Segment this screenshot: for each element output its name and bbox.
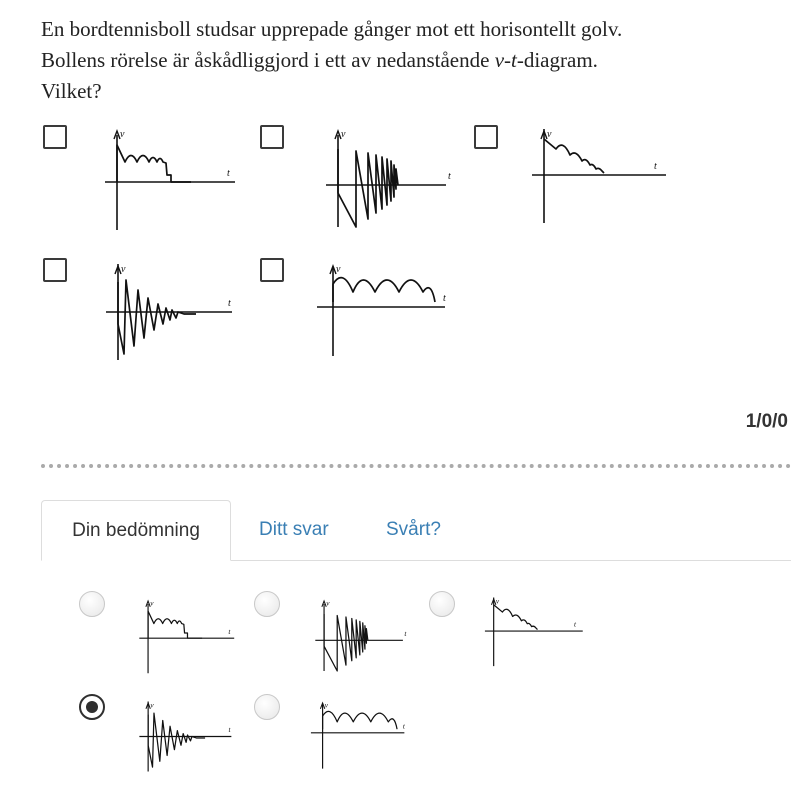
t-axis-label: t — [448, 171, 451, 182]
question-line-2-start: Bollens rörelse är åskådliggjord i ett av nedanstående — [41, 48, 495, 72]
t-axis-label: t — [402, 721, 405, 731]
velocity-curve — [323, 711, 397, 729]
option-1-graph — [95, 127, 240, 232]
vt-axes — [315, 604, 403, 671]
question-dash: - — [504, 48, 512, 72]
answer-option-1-vt-diagram-svg — [132, 598, 277, 703]
answer-option-4-vt-diagram-svg — [135, 700, 280, 805]
question-line-2 — [41, 45, 761, 76]
option-2-checkbox[interactable] — [260, 125, 284, 149]
velocity-curve — [148, 611, 202, 638]
vt-sketch — [315, 598, 407, 671]
vt-sketch — [311, 700, 406, 768]
vt-axes — [311, 704, 404, 768]
option-4-checkbox[interactable] — [43, 258, 67, 282]
t-axis-label: t — [654, 161, 657, 172]
answer-option-5-vt-diagram-svg — [308, 700, 453, 805]
option-1-checkbox[interactable] — [43, 125, 67, 149]
v-axis-label: v — [150, 700, 154, 710]
option-2-graph — [316, 127, 461, 232]
question-v-symbol: v — [494, 48, 505, 72]
answer-option-1-graph — [132, 598, 277, 703]
t-axis-label: t — [228, 626, 231, 636]
answer-option-4-graph — [135, 700, 280, 805]
velocity-curve — [494, 605, 538, 630]
v-axis-label: v — [341, 129, 346, 140]
vt-sketch — [317, 264, 446, 356]
velocity-curve — [338, 149, 398, 227]
vt-axes — [317, 268, 445, 356]
t-axis-label: t — [227, 168, 230, 179]
v-axis-label: v — [150, 598, 154, 608]
tab-svart[interactable]: Svårt? — [386, 519, 441, 540]
vt-sketch — [139, 700, 231, 771]
answer-option-5-graph — [308, 700, 453, 805]
vt-axes — [326, 135, 446, 227]
v-axis-label: v — [326, 598, 330, 608]
vt-axes — [139, 604, 234, 673]
answer-option-3-graph — [482, 596, 627, 701]
v-axis-label: v — [121, 264, 126, 275]
vt-sketch — [139, 598, 234, 673]
assessment-tabs — [41, 500, 791, 561]
tab-din-bedomning[interactable]: Din bedömning — [41, 500, 231, 561]
v-axis-label: v — [120, 129, 125, 140]
vt-sketch — [532, 129, 666, 223]
vt-sketch — [485, 596, 583, 666]
radio-selected-dot — [86, 701, 98, 713]
section-divider — [41, 464, 791, 468]
vt-axes — [532, 129, 666, 223]
option-5-vt-diagram-svg — [313, 262, 458, 367]
velocity-curve — [117, 145, 191, 182]
t-axis-label: t — [443, 293, 446, 304]
t-axis-label: t — [573, 619, 577, 629]
vt-sketch — [105, 129, 235, 230]
option-3-graph — [528, 127, 673, 232]
answer-option-2-graph — [308, 598, 453, 703]
tab-ditt-svar[interactable]: Ditt svar — [259, 519, 329, 540]
vt-sketch — [106, 264, 232, 360]
question-line-3: Vilket? — [41, 79, 102, 103]
answer-option-2-vt-diagram-svg — [308, 598, 453, 703]
option-4-graph — [100, 262, 245, 367]
score-label: 1/0/0 — [745, 411, 788, 432]
answer-option-1-radio[interactable] — [79, 591, 105, 617]
velocity-curve — [148, 713, 205, 767]
vt-axes — [485, 597, 583, 666]
t-axis-label: t — [228, 298, 231, 309]
option-4-vt-diagram-svg — [100, 262, 245, 367]
option-5-checkbox[interactable] — [260, 258, 284, 282]
velocity-curve — [118, 280, 196, 354]
v-axis-label: v — [495, 596, 500, 606]
v-axis-label: v — [336, 264, 341, 275]
option-3-checkbox[interactable] — [474, 125, 498, 149]
question-line-1: En bordtennisboll studsar upprepade gånger mot ett horisontellt golv. — [41, 17, 623, 41]
answer-option-3-vt-diagram-svg — [482, 596, 627, 701]
t-axis-label: t — [404, 628, 407, 638]
question-t-symbol: t — [511, 48, 517, 72]
v-axis-label: v — [547, 129, 552, 140]
option-3-vt-diagram-svg — [528, 127, 673, 232]
option-5-graph — [313, 262, 458, 367]
v-axis-label: v — [324, 700, 329, 710]
option-2-vt-diagram-svg — [316, 127, 461, 232]
question-line-2-end: -diagram. — [516, 48, 598, 72]
answer-option-4-radio[interactable] — [79, 694, 105, 720]
t-axis-label: t — [228, 725, 231, 735]
velocity-curve — [544, 139, 604, 173]
vt-sketch — [326, 129, 451, 227]
question-text — [41, 14, 761, 107]
velocity-curve — [333, 278, 435, 302]
velocity-curve — [324, 614, 368, 671]
vt-axes — [105, 135, 235, 230]
option-1-vt-diagram-svg — [95, 127, 240, 232]
